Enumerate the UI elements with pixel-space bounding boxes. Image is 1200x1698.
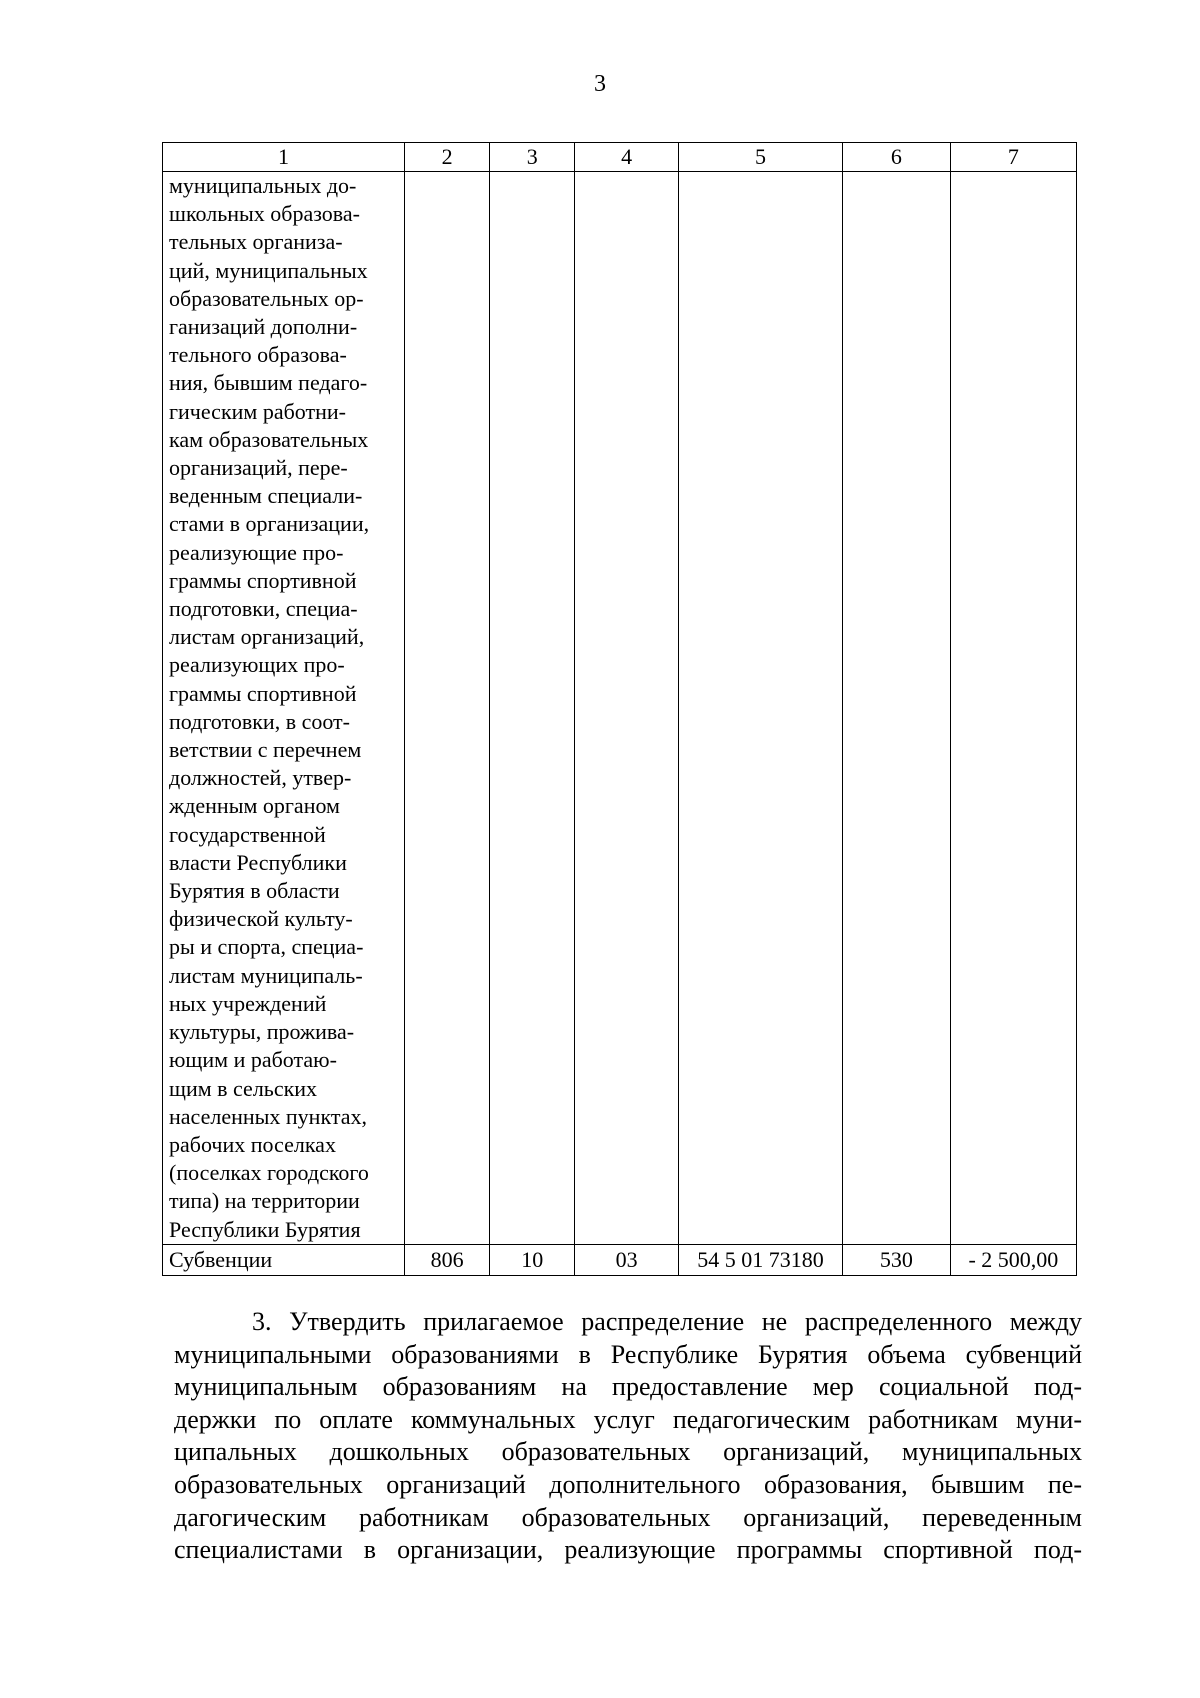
column-number: 1 — [163, 143, 405, 172]
description-line: кам образовательных — [169, 426, 369, 452]
expense-type-code: 530 — [843, 1244, 951, 1275]
description-line: стами в организации, — [169, 511, 370, 537]
description-line: жденным органом — [169, 793, 340, 819]
column-number: 2 — [405, 143, 490, 172]
description-line: организаций, пере- — [169, 455, 348, 481]
empty-cell — [678, 172, 842, 1245]
description-line: физической культу- — [169, 906, 353, 932]
page-number: 3 — [594, 71, 606, 97]
paragraph-line: держки по оплате коммунальных услуг педагогическим работникам муни- — [174, 1404, 1082, 1434]
description-line: ганизаций дополни- — [169, 314, 358, 340]
description-cell — [163, 172, 405, 1245]
subsection-code: 03 — [575, 1244, 679, 1275]
description-line: тельных организа- — [169, 229, 343, 255]
subvention-row — [163, 1244, 1077, 1275]
description-line: подготовки, специа- — [169, 596, 358, 622]
description-line: ния, бывшим педаго- — [169, 370, 368, 396]
description-line: гическим работни- — [169, 398, 346, 424]
budget-table — [162, 142, 1077, 1276]
description-line: Республики Бурятия — [169, 1216, 361, 1242]
column-number: 5 — [678, 143, 842, 172]
paragraph-line: специалистами в организации, реализующие программы спортивной под- — [174, 1535, 1082, 1565]
description-line: граммы спортивной — [169, 680, 357, 706]
description-line: реализующих про- — [169, 652, 345, 678]
description-line: ры и спорта, специа- — [169, 934, 364, 960]
empty-cell — [575, 172, 679, 1245]
description-line: ций, муниципальных — [169, 257, 368, 283]
description-line: населенных пунктах, — [169, 1103, 367, 1129]
description-line: государственной — [169, 821, 326, 847]
empty-cell — [843, 172, 951, 1245]
description-line: рабочих поселках — [169, 1131, 336, 1157]
empty-cell — [950, 172, 1076, 1245]
description-line: (поселках городского — [169, 1160, 369, 1186]
description-line: листам организаций, — [169, 624, 365, 650]
chapter-code: 806 — [405, 1244, 490, 1275]
description-line: должностей, утвер- — [169, 765, 352, 791]
description-line: Бурятия в области — [169, 878, 340, 904]
description-line: щим в сельских — [169, 1075, 318, 1101]
empty-cell — [405, 172, 490, 1245]
paragraph-line: ципальных дошкольных образовательных организаций, муниципальных — [174, 1437, 1082, 1467]
description-line: власти Республики — [169, 849, 347, 875]
paragraph-line: дагогическим работникам образовательных организаций, переведенным — [174, 1502, 1082, 1532]
table-header-row — [163, 143, 1077, 172]
column-number: 7 — [950, 143, 1076, 172]
description-line: листам муниципаль- — [169, 962, 363, 988]
description-line: граммы спортивной — [169, 567, 357, 593]
description-line: ных учреждений — [169, 990, 327, 1016]
description-line: подготовки, в соот- — [169, 708, 350, 734]
paragraph-line: муниципальным образованиям на предоставление мер социальной под- — [174, 1372, 1082, 1402]
paragraph-line: муниципальными образованиями в Республике Бурятия объема субвенций — [174, 1339, 1082, 1369]
paragraph-line: образовательных организаций дополнительного образования, бывшим пе- — [174, 1469, 1082, 1499]
amount-value: - 2 500,00 — [950, 1244, 1076, 1275]
section-code: 10 — [490, 1244, 575, 1275]
paragraph-3 — [174, 1306, 1082, 1567]
empty-cell — [490, 172, 575, 1245]
description-line: ющим и работаю- — [169, 1047, 337, 1073]
description-line: культуры, прожива- — [169, 1019, 355, 1045]
description-line: тельного образова- — [169, 342, 347, 368]
description-line: ветствии с перечнем — [169, 737, 362, 763]
description-line: муниципальных до- — [169, 173, 357, 198]
column-number: 6 — [843, 143, 951, 172]
table-row — [163, 172, 1077, 1245]
description-line: типа) на территории — [169, 1188, 360, 1214]
row-label: Субвенции — [163, 1244, 405, 1275]
target-article-code: 54 5 01 73180 — [678, 1244, 842, 1275]
description-line: веденным специали- — [169, 483, 363, 509]
description-line: реализующие про- — [169, 539, 344, 565]
description-line: образовательных ор- — [169, 285, 364, 311]
paragraph-line: 3. Утвердить прилагаемое распределение не распределенного между — [252, 1307, 1082, 1336]
column-number: 4 — [575, 143, 679, 172]
column-number: 3 — [490, 143, 575, 172]
description-line: школьных образова- — [169, 201, 360, 227]
